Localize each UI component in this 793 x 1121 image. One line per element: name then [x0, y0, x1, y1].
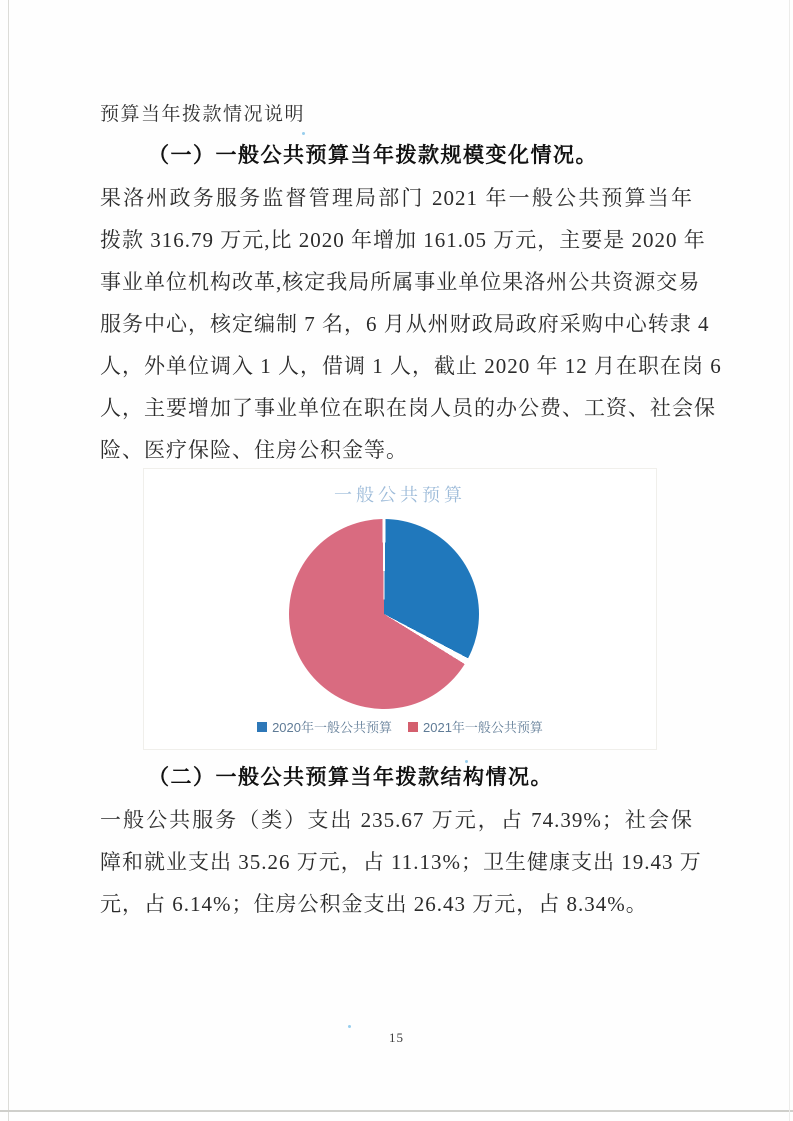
section1-paragraph — [100, 177, 722, 471]
legend-swatch-blue — [257, 722, 267, 732]
chart-title: 一般公共预算 — [334, 485, 466, 505]
legend-item-2021 — [408, 717, 543, 736]
paragraph-line: 一般公共服务（类）支出 235.67 万元，占 74.39%；社会保 — [100, 808, 693, 832]
paragraph-line: 拨款 316.79 万元,比 2020 年增加 161.05 万元，主要是 2020 年 — [100, 228, 706, 252]
paragraph-line: 障和就业支出 35.26 万元，占 11.13%；卫生健康支出 19.43 万 — [100, 850, 702, 874]
pie — [289, 519, 479, 709]
legend-label: 2020年一般公共预算 — [272, 720, 392, 735]
scan-edge-right — [789, 0, 790, 1121]
scan-artifact-speck — [302, 132, 305, 135]
legend-item-2020 — [257, 717, 392, 736]
legend-swatch-red — [408, 722, 418, 732]
scan-edge-bottom — [0, 1110, 793, 1112]
paragraph-line: 服务中心，核定编制 7 名，6 月从州财政局政府采购中心转隶 4 — [100, 312, 710, 336]
paragraph-line: 人，外单位调入 1 人，借调 1 人，截止 2020 年 12 月在职在岗 6 — [100, 354, 722, 378]
paragraph-line: 果洛州政务服务监督管理局部门 2021 年一般公共预算当年 — [100, 186, 693, 210]
section1-heading: （一）一般公共预算当年拨款规模变化情况。 — [148, 143, 598, 167]
page-title: 预算当年拨款情况说明 — [100, 104, 306, 125]
paragraph-line: 元，占 6.14%；住房公积金支出 26.43 万元，占 8.34%。 — [100, 892, 648, 916]
paragraph-line: 人，主要增加了事业单位在职在岗人员的办公费、工资、社会保 — [100, 396, 716, 420]
section2-paragraph — [100, 799, 702, 925]
scan-artifact-speck — [465, 760, 468, 763]
chart-legend — [144, 717, 656, 736]
section2-heading: （二）一般公共预算当年拨款结构情况。 — [148, 765, 553, 789]
page-number: 15 — [389, 1030, 404, 1045]
paragraph-line: 险、医疗保险、住房公积金等。 — [100, 438, 408, 462]
legend-label: 2021年一般公共预算 — [423, 720, 543, 735]
pie-chart-figure — [143, 468, 657, 750]
scan-edge-left — [8, 0, 9, 1121]
paragraph-line: 事业单位机构改革,核定我局所属事业单位果洛州公共资源交易 — [100, 270, 701, 294]
scan-artifact-speck — [348, 1025, 351, 1028]
